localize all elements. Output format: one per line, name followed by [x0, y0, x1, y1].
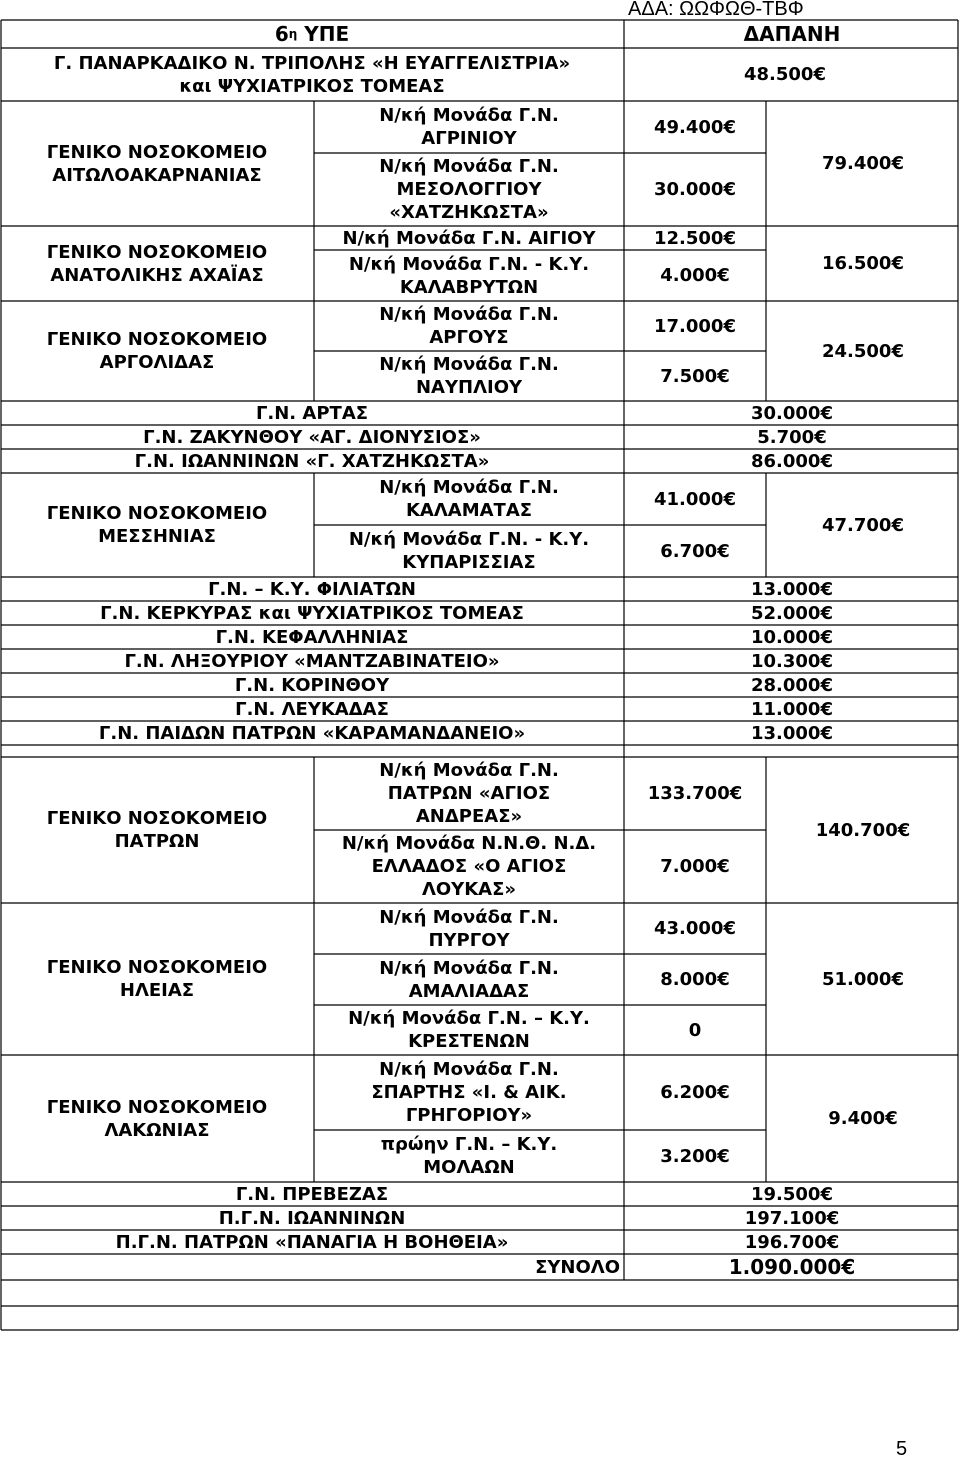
pgn-patra-amount: 196.700€ — [744, 1231, 840, 1253]
ioannina-amount: 86.000€ — [751, 450, 833, 472]
zakynthos-name: Γ.Ν. ΖΑΚΥΝΘΟΥ «ΑΓ. ΔΙΟΝΥΣΙΟΣ» — [143, 426, 481, 448]
agrinio-amount: 49.400€ — [654, 116, 736, 138]
mesolongi-unit: Ν/κή Μονάδα Γ.Ν. ΜΕΣΟΛΟΓΓΙΟΥ «ΧΑΤΖΗΚΩΣΤΑ» — [379, 156, 559, 223]
arta-amount: 30.000€ — [751, 402, 833, 424]
agios-loukas-unit: Ν/κή Μονάδα Ν.Ν.Θ. Ν.Δ. ΕΛΛΑΔΟΣ «Ο ΑΓΙΟΣ ΛΟΥΚΑΣ» — [341, 833, 597, 900]
ype-header — [0, 20, 624, 48]
lakonia-group: ΓΕΝΙΚΟ ΝΟΣΟΚΟΜΕΙΟ ΛΑΚΩΝΙΑΣ — [46, 1096, 268, 1141]
tripoli-name: Γ. ΠΑΝΑΡΚΑΔΙΚΟ Ν. ΤΡΙΠΟΛΗΣ «Η ΕΥΑΓΓΕΛΙΣΤΡΙΑ» και ΨΥΧΙΑΤΡΙΚΟΣ ΤΟΜΕΑΣ — [53, 52, 571, 97]
kalamata-unit: Ν/κή Μονάδα Γ.Ν. ΚΑΛΑΜΑΤΑΣ — [379, 477, 559, 521]
total-amount: 1.090.000€ — [728, 1254, 856, 1279]
kerkyra-amount: 52.000€ — [751, 602, 833, 624]
kyparissia-unit: Ν/κή Μονάδα Γ.Ν. - Κ.Υ. ΚΥΠΑΡΙΣΣΙΑΣ — [348, 529, 590, 573]
messinia-total: 47.700€ — [822, 514, 904, 536]
aigio-unit: Ν/κή Μονάδα Γ.Ν. ΑΙΓΙΟΥ — [342, 227, 596, 249]
aitol-total: 79.400€ — [822, 153, 904, 174]
filiates-name: Γ.Ν. – Κ.Υ. ΦΙΛΙΑΤΩΝ — [208, 578, 416, 600]
pgn-ioannina-amount: 197.100€ — [744, 1207, 840, 1229]
sparti-unit: Ν/κή Μονάδα Γ.Ν. ΣΠΑΡΤΗΣ «Ι. & ΑΙΚ. ΓΡΗΓΟΡΙΟΥ» — [371, 1059, 567, 1126]
argolida-group: ΓΕΝΙΚΟ ΝΟΣΟΚΟΜΕΙΟ ΑΡΓΟΛΙΔΑΣ — [46, 329, 268, 373]
achaia-group: ΓΕΝΙΚΟ ΝΟΣΟΚΟΜΕΙΟ ΑΝΑΤΟΛΙΚΗΣ ΑΧΑΪΑΣ — [46, 241, 268, 286]
korinthos-name: Γ.Ν. ΚΟΡΙΝΘΟΥ — [234, 674, 390, 696]
krestena-amount: 0 — [688, 1019, 702, 1041]
ilia-group: ΓΕΝΙΚΟ ΝΟΣΟΚΟΜΕΙΟ ΗΛΕΙΑΣ — [46, 957, 268, 1001]
lakonia-total: 9.400€ — [828, 1108, 898, 1129]
nafplio-amount: 7.500€ — [660, 365, 730, 387]
arta-name: Γ.Ν. ΑΡΤΑΣ — [255, 402, 369, 424]
agios-loukas-amount: 7.000€ — [660, 856, 730, 877]
argolida-total: 24.500€ — [822, 340, 904, 362]
ilia-total: 51.000€ — [822, 968, 904, 990]
ype-label: ΥΠΕ — [304, 21, 350, 46]
tripoli-amount: 48.500€ — [744, 64, 826, 85]
amaliada-unit: Ν/κή Μονάδα Γ.Ν. ΑΜΑΛΙΑΔΑΣ — [379, 957, 559, 1002]
mesolongi-amount: 30.000€ — [654, 179, 736, 200]
sparti-amount: 6.200€ — [660, 1082, 730, 1103]
paidon-amount: 13.000€ — [751, 722, 833, 744]
kefallinia-name: Γ.Ν. ΚΕΦΑΛΛΗΝΙΑΣ — [215, 626, 409, 648]
patra-total: 140.700€ — [815, 819, 911, 841]
preveza-amount: 19.500€ — [751, 1183, 833, 1205]
expense-header: ΔΑΠΑΝΗ — [743, 21, 841, 46]
achaia-total: 16.500€ — [822, 253, 904, 274]
kalavryta-unit: Ν/κή Μονάδα Γ.Ν. - Κ.Υ. ΚΑΛΑΒΡΥΤΩΝ — [348, 253, 590, 298]
agrinio-unit: Ν/κή Μονάδα Γ.Ν. ΑΓΡΙΝΙΟΥ — [379, 105, 559, 149]
lefkada-amount: 11.000€ — [751, 698, 833, 720]
preveza-name: Γ.Ν. ΠΡΕΒΕΖΑΣ — [235, 1183, 389, 1205]
molaoi-unit: πρώην Γ.Ν. – Κ.Υ. ΜΟΛΑΩΝ — [380, 1134, 558, 1178]
patra-group: ΓΕΝΙΚΟ ΝΟΣΟΚΟΜΕΙΟ ΠΑΤΡΩΝ — [46, 808, 268, 852]
pyrgos-amount: 43.000€ — [654, 918, 736, 939]
ype-number: 6 — [274, 21, 289, 46]
molaoi-amount: 3.200€ — [660, 1145, 730, 1167]
zakynthos-amount: 5.700€ — [757, 426, 827, 448]
kerkyra-name: Γ.Ν. ΚΕΡΚΥΡΑΣ και ΨΥΧΙΑΤΡΙΚΟΣ ΤΟΜΕΑΣ — [100, 602, 524, 624]
agios-andreas-amount: 133.700€ — [647, 783, 743, 804]
argos-unit: Ν/κή Μονάδα Γ.Ν. ΑΡΓΟΥΣ — [379, 304, 559, 348]
lixouri-name: Γ.Ν. ΛΗΞΟΥΡΙΟΥ «ΜΑΝΤΖΑΒΙΝΑΤΕΙΟ» — [124, 650, 500, 672]
agios-andreas-unit: Ν/κή Μονάδα Γ.Ν. ΠΑΤΡΩΝ «ΑΓΙΟΣ ΑΝΔΡΕΑΣ» — [379, 760, 559, 827]
pgn-ioannina-name: Π.Γ.Ν. ΙΩΑΝΝΙΝΩΝ — [218, 1207, 406, 1229]
ioannina-name: Γ.Ν. ΙΩΑΝΝΙΝΩΝ «Γ. ΧΑΤΖΗΚΩΣΤΑ» — [134, 450, 490, 472]
kalamata-amount: 41.000€ — [654, 488, 736, 510]
korinthos-amount: 28.000€ — [751, 674, 833, 696]
amaliada-amount: 8.000€ — [660, 969, 730, 990]
argos-amount: 17.000€ — [654, 315, 736, 337]
pyrgos-unit: Ν/κή Μονάδα Γ.Ν. ΠΥΡΓΟΥ — [379, 906, 559, 951]
kefallinia-amount: 10.000€ — [751, 626, 833, 648]
filiates-amount: 13.000€ — [751, 578, 833, 600]
messinia-group: ΓΕΝΙΚΟ ΝΟΣΟΚΟΜΕΙΟ ΜΕΣΣΗΝΙΑΣ — [46, 503, 268, 547]
kalavryta-amount: 4.000€ — [660, 265, 730, 286]
total-label: ΣΥΝΟΛΟ — [535, 1256, 620, 1278]
paidon-name: Γ.Ν. ΠΑΙΔΩΝ ΠΑΤΡΩΝ «ΚΑΡΑΜΑΝΔΑΝΕΙΟ» — [98, 722, 526, 744]
lixouri-amount: 10.300€ — [751, 650, 833, 672]
lefkada-name: Γ.Ν. ΛΕΥΚΑΔΑΣ — [235, 698, 389, 720]
kyparissia-amount: 6.700€ — [660, 540, 730, 562]
krestena-unit: Ν/κή Μονάδα Γ.Ν. – Κ.Υ. ΚΡΕΣΤΕΝΩΝ — [348, 1008, 590, 1052]
ada-code: ΑΔΑ: ΩΩΦΩΘ-ΤΒΦ — [628, 0, 804, 20]
page-number: 5 — [896, 1438, 908, 1460]
aitol-group: ΓΕΝΙΚΟ ΝΟΣΟΚΟΜΕΙΟ ΑΙΤΩΛΟΑΚΑΡΝΑΝΙΑΣ — [46, 141, 268, 186]
nafplio-unit: Ν/κή Μονάδα Γ.Ν. ΝΑΥΠΛΙΟΥ — [379, 354, 559, 398]
aigio-amount: 12.500€ — [654, 227, 736, 249]
ype-superscript: η — [288, 26, 298, 41]
pgn-patra-name: Π.Γ.Ν. ΠΑΤΡΩΝ «ΠΑΝΑΓΙΑ Η ΒΟΗΘΕΙΑ» — [115, 1231, 509, 1253]
